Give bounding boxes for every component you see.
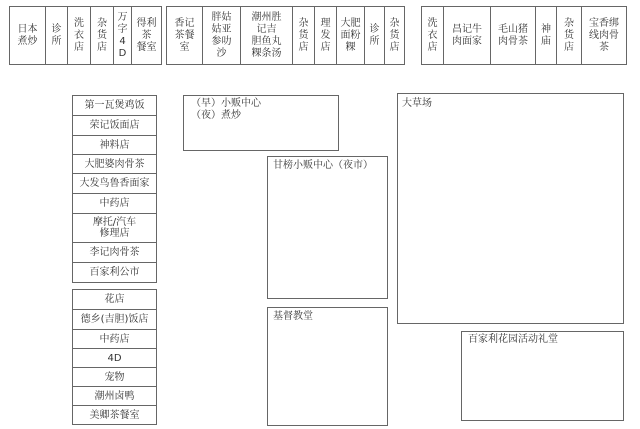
night-market-area <box>267 156 388 299</box>
shop-pet: 宠物 <box>73 368 156 387</box>
shop-rongji-rice-noodle: 荣记饭面店 <box>73 116 156 136</box>
shop-sundry: 杂 货 店 <box>293 7 315 64</box>
shop-spice: 神料店 <box>73 136 156 155</box>
shop-tea-restaurant: 美卿茶餐室 <box>89 409 140 421</box>
shop-clinic: 诊 所 <box>46 7 68 64</box>
shop-string-tied-bak-kut-teh: 宝香绑 线肉骨 茶 <box>589 17 619 53</box>
shop-temple: 神 庙 <box>536 7 557 64</box>
shop-xiangji-tea-restaurant: 香记 茶餐 室 <box>167 7 203 64</box>
shop-claypot-chicken-rice: 第一瓦煲鸡饭 <box>73 96 156 116</box>
shop-braised-noodle: 大发鸟鲁香面家 <box>73 174 156 194</box>
shop-braised-duck: 潮州卤鸭 <box>73 387 156 406</box>
top-middle-shop-row <box>166 6 405 65</box>
church-area <box>267 307 388 426</box>
activity-hall-label: 百家利花园活动礼堂 <box>468 334 558 345</box>
shop-sundry: 杂 货 店 <box>557 7 582 64</box>
shop-4d-lottery: 万 字 4 D <box>114 7 132 64</box>
shop-japanese-stirfry: 日本 煮炒 <box>10 7 46 64</box>
shop-flour-noodle: 大肥 面粉 粿 <box>337 7 365 64</box>
shop-florist: 花店 <box>73 290 156 310</box>
shop-vehicle-repair: 摩托/汽车 修理店 <box>73 214 156 243</box>
shop-fishball-noodle: 潮州胜 记吉 胆鱼丸 粿条汤 <box>241 7 293 64</box>
field-label: 大草场 <box>402 98 432 109</box>
shop-laksa: 胖姑 姑亚 参叻 沙 <box>203 7 241 64</box>
top-left-shop-row <box>9 6 162 65</box>
shop-rice-restaurant: 德乡(吉胆)饭店 <box>73 310 156 330</box>
top-right-shop-row <box>421 6 627 65</box>
left-shop-column-upper <box>72 95 157 283</box>
shop-bak-kut-teh: 大肥婆肉骨茶 <box>73 155 156 174</box>
shop-sundry: 杂 货 店 <box>389 17 400 53</box>
shop-chinese-medicine: 中药店 <box>73 330 156 349</box>
shop-4d-lottery: 4D <box>73 349 156 368</box>
hawker-center-label: （早）小贩中心 （夜）煮炒 <box>191 98 261 121</box>
field-area <box>397 93 624 324</box>
hawker-center-area <box>183 95 339 151</box>
shop-chinese-medicine: 中药店 <box>73 194 156 214</box>
shop-liji-bak-kut-teh: 李记肉骨茶 <box>73 243 156 263</box>
church-label: 基督教堂 <box>273 311 313 322</box>
night-market-label: 甘榜小贩中心（夜市） <box>273 160 373 171</box>
shop-sundry: 杂 货 店 <box>91 7 114 64</box>
left-shop-column-lower <box>72 289 157 425</box>
shop-bak-kut-teh: 毛山猪 肉骨茶 <box>491 7 536 64</box>
shop-market: 百家利公市 <box>89 267 140 278</box>
shop-laundry: 洗 衣 店 <box>422 7 444 64</box>
shop-barber: 理 发 店 <box>315 7 337 64</box>
shop-beef-noodle: 昌记牛 肉面家 <box>444 7 491 64</box>
activity-hall-area <box>461 331 624 421</box>
shop-laundry: 洗 衣 店 <box>68 7 91 64</box>
shop-clinic: 诊 所 <box>365 7 385 64</box>
shop-tea-restaurant: 得利茶 餐室 <box>136 17 157 53</box>
